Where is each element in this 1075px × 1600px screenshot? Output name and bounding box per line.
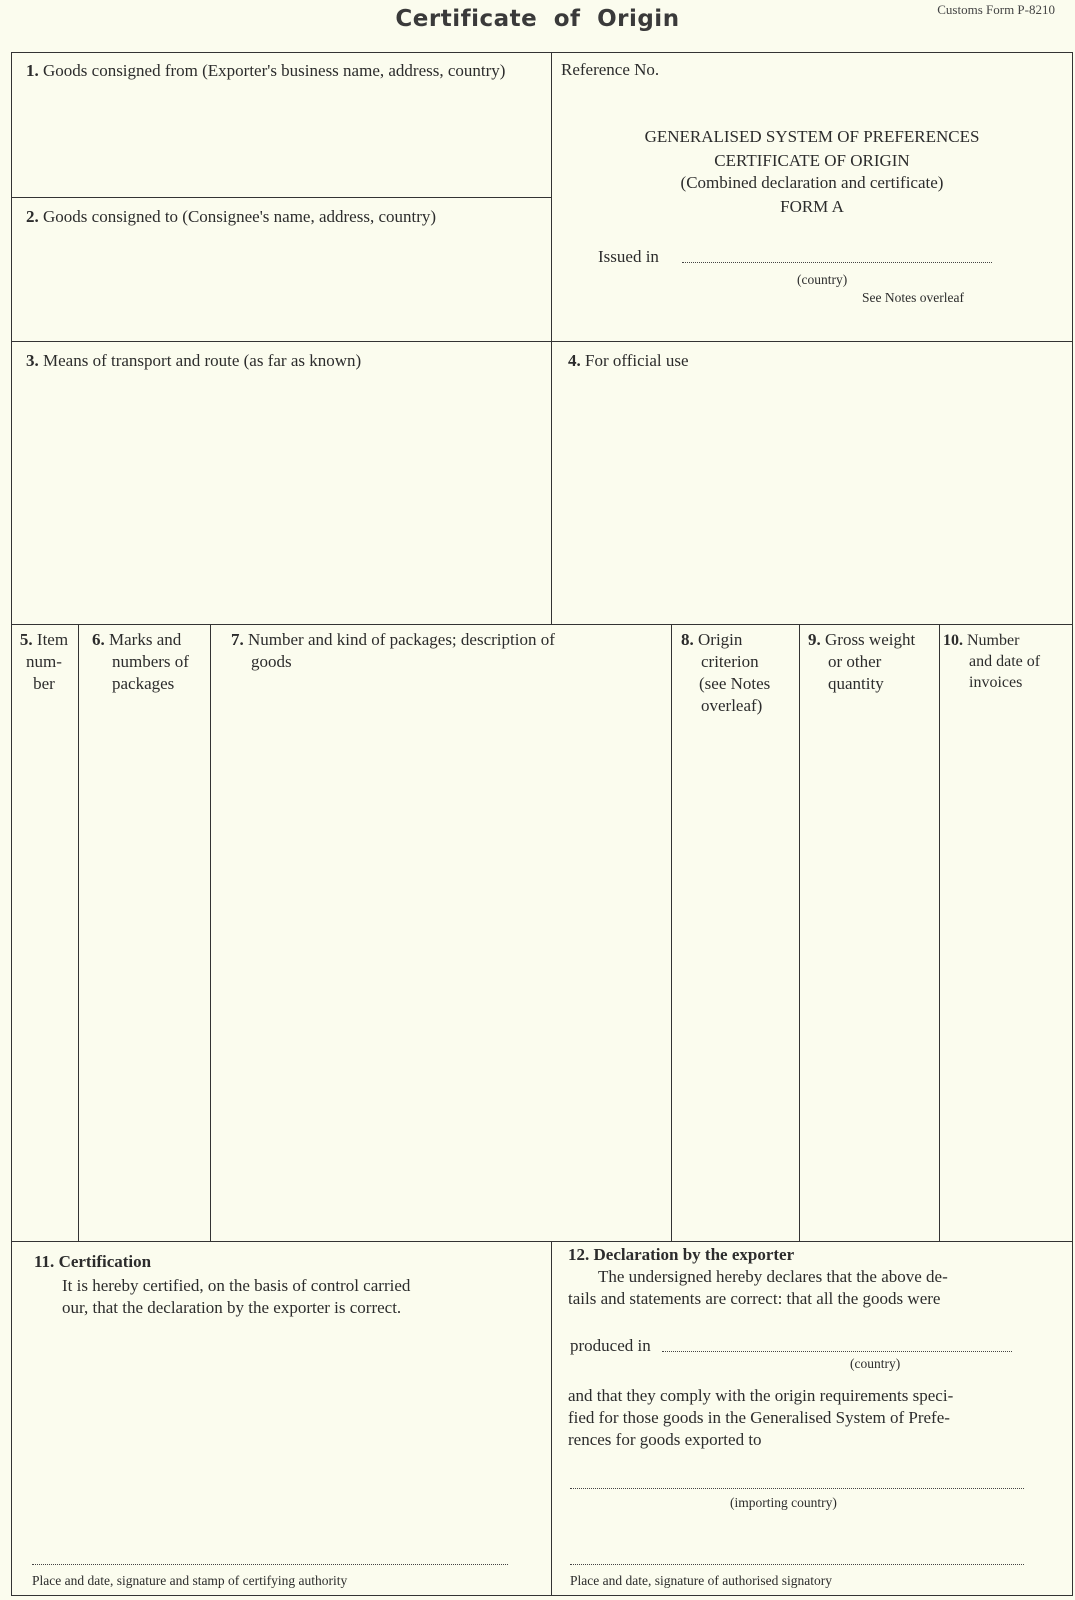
produced-in-label: produced in <box>570 1336 651 1355</box>
authorised-signature-line <box>570 1564 1024 1565</box>
col-item-number: 5. Item num- ber <box>19 630 69 693</box>
page-title: Certificate of Origin <box>395 6 680 32</box>
divider <box>12 624 1072 625</box>
divider <box>78 624 79 1241</box>
importing-country-caption: (importing country) <box>730 1495 837 1510</box>
reference-no-label: Reference No. <box>561 60 660 79</box>
issued-in-label: Issued in <box>598 247 659 266</box>
produced-in-line <box>662 1351 1012 1352</box>
certificate-form <box>11 52 1073 1596</box>
divider <box>12 1241 1072 1242</box>
form-heading: GENERALISED SYSTEM OF PREFERENCES CERTIFICATE OF ORIGIN (Combined declaration and certificate) FORM A <box>644 127 980 216</box>
issued-in-line <box>682 262 992 263</box>
divider <box>12 197 551 198</box>
col-description-of-goods: 7. Number and kind of packages; description of goods <box>231 630 555 671</box>
divider <box>551 53 552 624</box>
box-for-official-use: 4. For official use <box>568 351 689 370</box>
box-goods-consigned-from: 1. Goods consigned from (Exporter's business name, address, country) <box>26 61 506 80</box>
col-origin-criterion: 8. Origin criterion (see Notes overleaf) <box>681 630 771 715</box>
box-means-of-transport: 3. Means of transport and route (as far as known) <box>26 351 362 370</box>
certifying-authority-caption: Place and date, signature and stamp of certifying authority <box>32 1573 348 1588</box>
divider <box>210 624 211 1241</box>
box-goods-consigned-to: 2. Goods consigned to (Consignee's name, address, country) <box>26 207 437 226</box>
certifying-signature-line <box>32 1564 508 1565</box>
importing-country-line <box>570 1488 1024 1489</box>
col-gross-weight: 9. Gross weight or other quantity <box>808 630 916 693</box>
origin-requirements-text: and that they comply with the origin requirements speci- fied for those goods in the Generalised System of Prefe- rences for goods exported to <box>568 1386 954 1449</box>
box-certification: 11. Certification It is hereby certified, on the basis of control carried our, that the declaration by the exporter is correct. <box>34 1252 411 1317</box>
divider <box>799 624 800 1241</box>
divider <box>939 624 940 1241</box>
col-marks-and-numbers: 6. Marks and numbers of packages <box>92 630 189 693</box>
see-notes-caption: See Notes overleaf <box>862 290 964 305</box>
country-caption: (country) <box>797 272 848 287</box>
divider <box>551 1241 552 1595</box>
box-declaration-by-exporter: 12. Declaration by the exporter The undersigned hereby declares that the above de- tails and statements are correct: that all the goods were <box>568 1245 948 1308</box>
col-invoices: 10. Number and date of invoices <box>943 632 1041 691</box>
form-number: Customs Form P-8210 <box>937 2 1055 17</box>
divider <box>671 624 672 1241</box>
produced-country-caption: (country) <box>850 1356 901 1371</box>
divider <box>12 341 1072 342</box>
authorised-signatory-caption: Place and date, signature of authorised signatory <box>570 1573 833 1588</box>
